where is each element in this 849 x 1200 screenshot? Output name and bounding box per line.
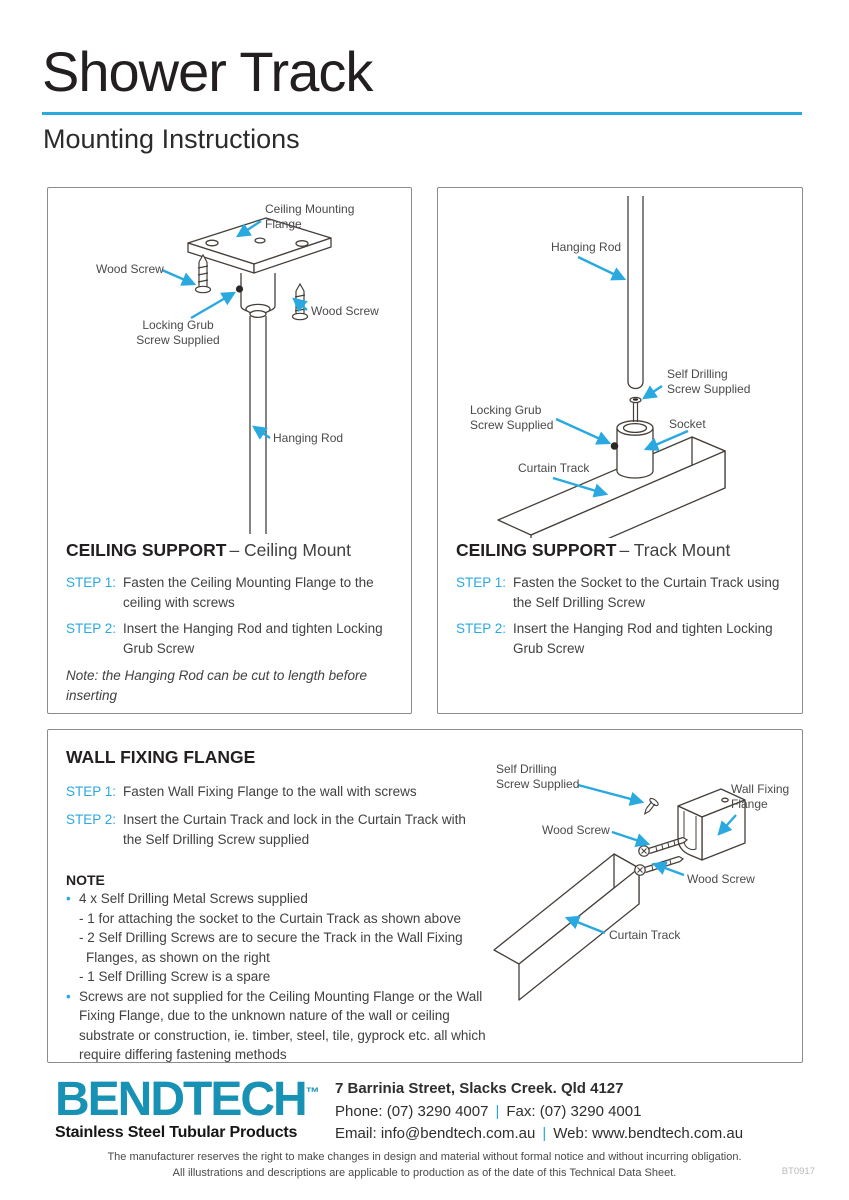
step-text: Fasten the Ceiling Mounting Flange to the ceiling with screws	[123, 575, 374, 610]
label-curtain-track: Curtain Track	[518, 461, 590, 475]
panel-ceiling-mount	[47, 187, 412, 714]
step-text: Insert the Curtain Track and lock in the Curtain Track with the Self Drilling Screw supplied	[123, 812, 466, 847]
curtain-track-art	[498, 437, 725, 538]
bendtech-logo: BENDTECH™	[55, 1073, 320, 1126]
label-ceiling-mounting-flange: Ceiling Mounting Flange	[265, 202, 355, 231]
note-sub-item: - 1 Self Drilling Screw is a spare	[79, 969, 271, 984]
step-label: STEP 1:	[456, 575, 507, 590]
label-locking-grub-screw: Locking Grub Screw Supplied	[470, 403, 554, 432]
label-wall-fixing-flange: Wall Fixing Flange	[731, 782, 790, 811]
label-curtain-track: Curtain Track	[609, 928, 681, 942]
email-address: Email: info@bendtech.com.au	[335, 1125, 536, 1142]
page-title: Shower Track	[42, 40, 373, 103]
step-1	[66, 573, 403, 612]
document-code: BT0917	[781, 1166, 815, 1177]
label-locking-grub-screw: Locking Grub Screw Supplied	[136, 318, 220, 347]
step-label: STEP 2:	[456, 621, 507, 636]
note-heading: NOTE	[66, 872, 105, 888]
separator-bar: |	[495, 1102, 500, 1120]
email-web-line	[335, 1123, 743, 1146]
phone-number: Phone: (07) 3290 4007	[335, 1102, 489, 1120]
step-label: STEP 1:	[66, 784, 117, 799]
fine-print	[0, 1150, 849, 1181]
step-2	[66, 619, 403, 658]
step-2	[456, 619, 795, 658]
panel-heading: WALL FIXING FLANGE	[66, 747, 256, 767]
ceiling-mount-diagram	[48, 188, 409, 538]
panel-track-mount	[437, 187, 803, 714]
self-drilling-screw-art	[630, 397, 641, 422]
note-bullet: • Screws are not supplied for the Ceiling Mounting Flange or the Wall Fixing Flange, due to the unknown nature of the wall or ceiling substrate or construction, ie. timber, steel, tile, gyprock etc. all which require differing fastening methods	[66, 987, 492, 1065]
socket-art	[236, 273, 275, 314]
label-wood-screw-2: Wood Screw	[687, 872, 755, 886]
step-label: STEP 2:	[66, 621, 117, 636]
web-address: Web: www.bendtech.com.au	[553, 1125, 744, 1142]
panel-note: Note: the Hanging Rod can be cut to length before inserting	[66, 668, 367, 703]
label-wood-screw-1: Wood Screw	[542, 823, 610, 837]
fine-print-line-1: The manufacturer reserves the right to make changes in design and material without formal notice and without incurring obligation.	[107, 1151, 742, 1163]
step-text: Insert the Hanging Rod and tighten Locking Grub Screw	[123, 621, 383, 656]
trademark-symbol: ™	[305, 1084, 320, 1100]
logo-tagline: Stainless Steel Tubular Products	[55, 1124, 298, 1141]
hanging-rod-art	[250, 311, 266, 534]
step-2	[66, 810, 479, 849]
page-subtitle: Mounting Instructions	[43, 124, 300, 154]
address-line: 7 Barrinia Street, Slacks Creek. Qld 4127	[335, 1080, 624, 1097]
label-socket: Socket	[669, 417, 706, 431]
step-1	[66, 782, 479, 802]
note-bullet: • 4 x Self Drilling Metal Screws supplied	[66, 889, 492, 909]
label-self-drilling-screw: Self Drilling Screw Supplied	[496, 762, 580, 791]
label-hanging-rod: Hanging Rod	[273, 431, 344, 445]
panel-heading: CEILING SUPPORT – Track Mount	[456, 540, 731, 560]
panel-heading: CEILING SUPPORT – Ceiling Mount	[66, 540, 352, 560]
self-drilling-screw-art	[641, 797, 660, 817]
wood-screw-right-art	[293, 284, 308, 320]
step-label: STEP 1:	[66, 575, 117, 590]
title-underline	[42, 112, 802, 115]
note-list	[66, 889, 492, 1065]
hanging-rod-art	[628, 196, 643, 389]
note-sub-item: - 2 Self Drilling Screws are to secure the Track in the Wall Fixing Flanges, as shown on the right	[79, 930, 463, 965]
separator-bar: |	[542, 1125, 547, 1142]
step-label: STEP 2:	[66, 812, 117, 827]
contact-block	[335, 1078, 743, 1146]
step-1	[456, 573, 795, 612]
panel-wall-fixing-flange	[47, 729, 803, 1063]
curtain-track-art	[494, 854, 639, 1000]
label-wood-screw-left: Wood Screw	[96, 262, 164, 276]
label-wood-screw-right: Wood Screw	[311, 304, 379, 318]
label-hanging-rod: Hanging Rod	[551, 240, 622, 254]
label-self-drilling-screw: Self Drilling Screw Supplied	[667, 367, 751, 396]
wood-screw-left-art	[196, 255, 211, 293]
wall-fixing-diagram-area	[478, 744, 800, 1046]
step-text: Insert the Hanging Rod and tighten Locking Grub Screw	[513, 621, 773, 656]
step-text: Fasten the Socket to the Curtain Track using the Self Drilling Screw	[513, 575, 780, 610]
fax-number: Fax: (07) 3290 4001	[506, 1102, 642, 1120]
phone-fax-line	[335, 1101, 743, 1124]
step-text: Fasten Wall Fixing Flange to the wall with screws	[123, 784, 417, 799]
fine-print-line-2: All illustrations and descriptions are applicable to production as of the date of this Technical Data Sheet.	[172, 1166, 677, 1179]
note-sub-item: - 1 for attaching the socket to the Curtain Track as shown above	[79, 910, 461, 926]
